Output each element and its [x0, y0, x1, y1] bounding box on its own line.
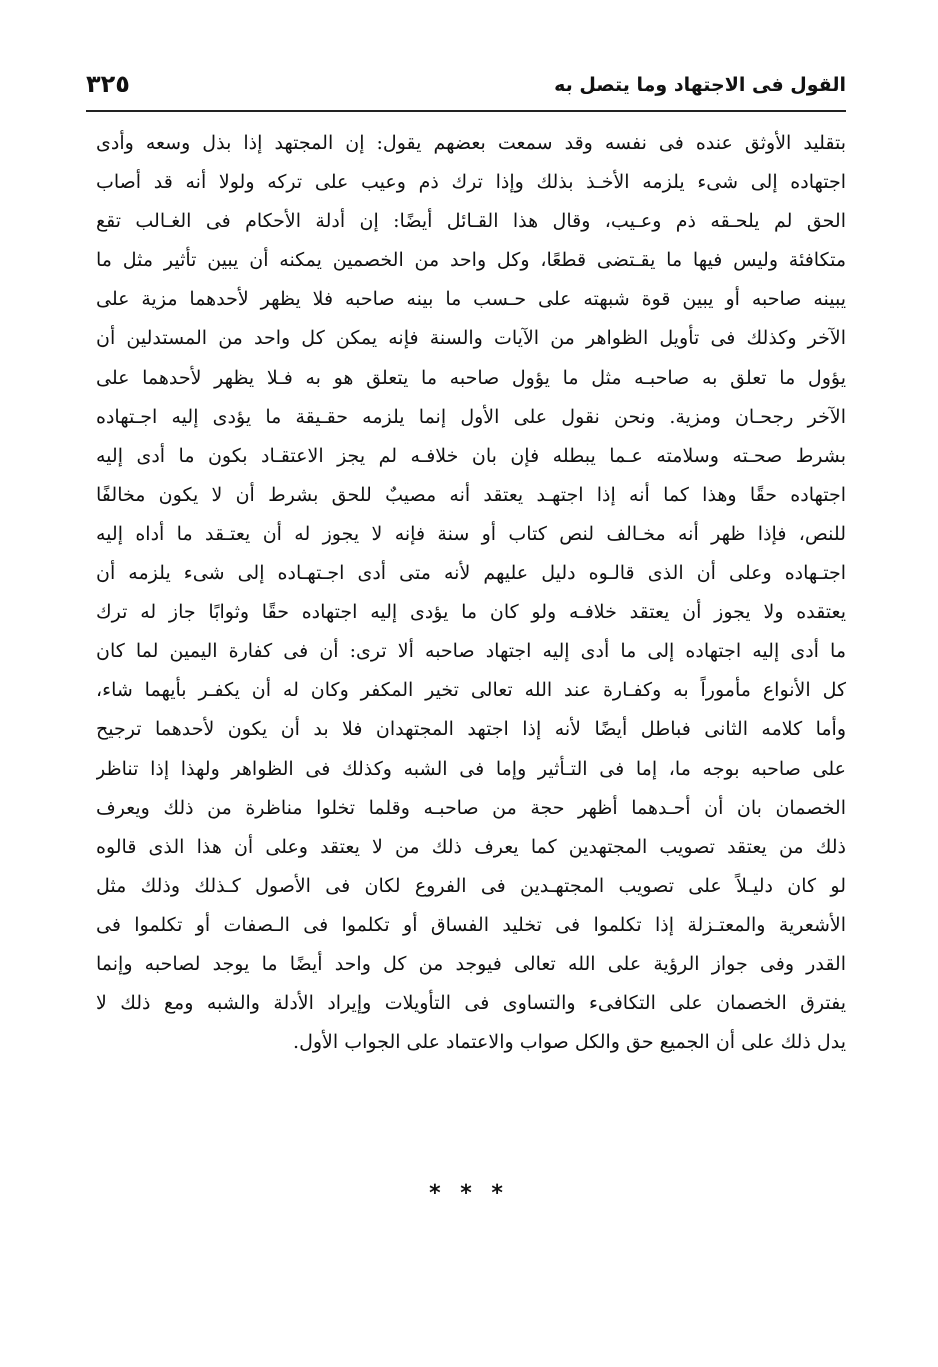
- text-line: الأشعرية والمعتـزلة إذا تكلموا فى تخليد الفساق أو تكلموا فى الـصفات أو تكلموا فى: [96, 913, 846, 936]
- text-line: الخصمان بان أن أحـدهما أظهر حجة من صاحبـه وقلما تخلوا مناظرة من ذلك ويعرف: [96, 796, 846, 819]
- text-line: الآخر رجحـان ومزية. ونحن نقول على الأول إنما يلزمه حقـيقة ما يؤدى إليه اجـتهاده: [96, 405, 846, 428]
- text-line: لو كان دليـلاً على تصويب المجتهـدين فى الفروع لكان فى الأصول كـذلك وذلك مثل: [96, 874, 846, 897]
- text-line-last: يدل ذلك على أن الجميع حق والكل صواب والاعتماد على الجواب الأول.: [293, 1031, 846, 1054]
- text-line: اجتهاده حقًا وهذا كما أنه إذا اجتهـد يعتقد أنه مصيبٌ للحق بشرط أن لا يكون مخالفًا: [96, 483, 846, 506]
- text-line: كل الأنواع مأموراً به وكفـارة عند الله تعالى تخير المكفر وكان له أن يكفـر بأيهما شاء،: [96, 679, 846, 702]
- text-line: على صاحبه بوجه ما، إما فى التـأثير وإما فى الشبه وكذلك فى الظواهر ولهذا إذا تناظر: [96, 757, 846, 780]
- text-line: بتقليد الأوثق عنده فى نفسه وقد سمعت بعضهم يقول: إن المجتهد إذا بذل وسعه وأدى: [96, 132, 846, 154]
- text-line: ذلك من يعتقد تصويب المجتهدين كما يعرف ذلك من لا يعتقد وعلى أن هذا الذى قالوه: [96, 835, 846, 858]
- text-line: اجتـهاده وعلى أن الذى قالـوه دليل عليهم لأنه متى أدى اجـتهـاده إلى شىء يلزمه أن: [96, 562, 846, 585]
- running-title: القول فى الاجتهاد وما يتصل به: [554, 74, 846, 96]
- text-line: للنص، فإذا ظهر أنه مخـالف لنص كتاب أو سنة فإنه لا يجوز له أن يعتـقد ما أداه إليه: [96, 522, 846, 545]
- page-header: [86, 66, 846, 110]
- section-end-mark: * * *: [429, 1181, 509, 1206]
- text-line: الآخر وكذلك فى تأويل الظواهر من الآيات والسنة فإنه يمكن كل واحد من المستدلين أن: [96, 327, 846, 350]
- text-line: ما أدى إليه اجتهاده إلى ما أدى إليه اجتهاد صاحبه ألا ترى: أن فى كفارة اليمين لما كان: [96, 640, 846, 663]
- text-line: وأما كلامه الثانى فباطل أيضًا لأنه إذا اجتهد المجتهدان فلا بد أن يكون لأحدهما ترجيح: [96, 718, 846, 741]
- text-line: اجتهاده إلى شىء يلزمه الأخـذ بذلك وإذا ترك ذم وعيب على تركه ولولا أنه قد أصاب: [96, 171, 846, 194]
- text-line: القدر وفى جواز الرؤية على الله تعالى فيوجد من كل واحد أيضًا ما يوجد لصاحبه وإنما: [96, 952, 846, 975]
- text-line: يؤول ما تعلق به صاحبـه مثل ما يؤول صاحبه ما يتعلق هو به فـلا يظهر لأحدهما على: [96, 366, 846, 389]
- text-line: يعتقده ولا يجوز أن يعتقد خلافـه ولو كان ما يؤدى إليه اجتهاده حقًا وثوابًا جاز له ترك: [96, 601, 846, 624]
- body-text: [96, 124, 846, 1062]
- text-line: بشرط صحـته وسلامته عـما يبطله فإن بان خلافـه لم يجز الاعتقـاد بكون ما أدى إليه: [96, 444, 846, 467]
- text-line: يفترق الخصمان على التكافىء والتساوى فى التأويلات وإيراد الأدلة والشبه ومع ذلك لا: [96, 992, 846, 1015]
- page-number: ٣٢٥: [86, 70, 130, 98]
- header-rule: [86, 110, 846, 112]
- text-line: متكافئة وليس فيها ما يقـتضى قطعًا، وكل واحد من الخصمين يمكنه أن يبين تأثير مثل ما: [96, 249, 846, 272]
- text-line: الحق لم يلحـقه ذم وعـيب، وقال هذا القـائل أيضًا: إن أدلة الأحكام فى الغـالب تقع: [96, 210, 846, 233]
- text-line: يبينه صاحبه أو يبين قوة شبهته على حـسب ما بينه صاحبه فلا يظهر لأحدهما مزية على: [96, 288, 846, 311]
